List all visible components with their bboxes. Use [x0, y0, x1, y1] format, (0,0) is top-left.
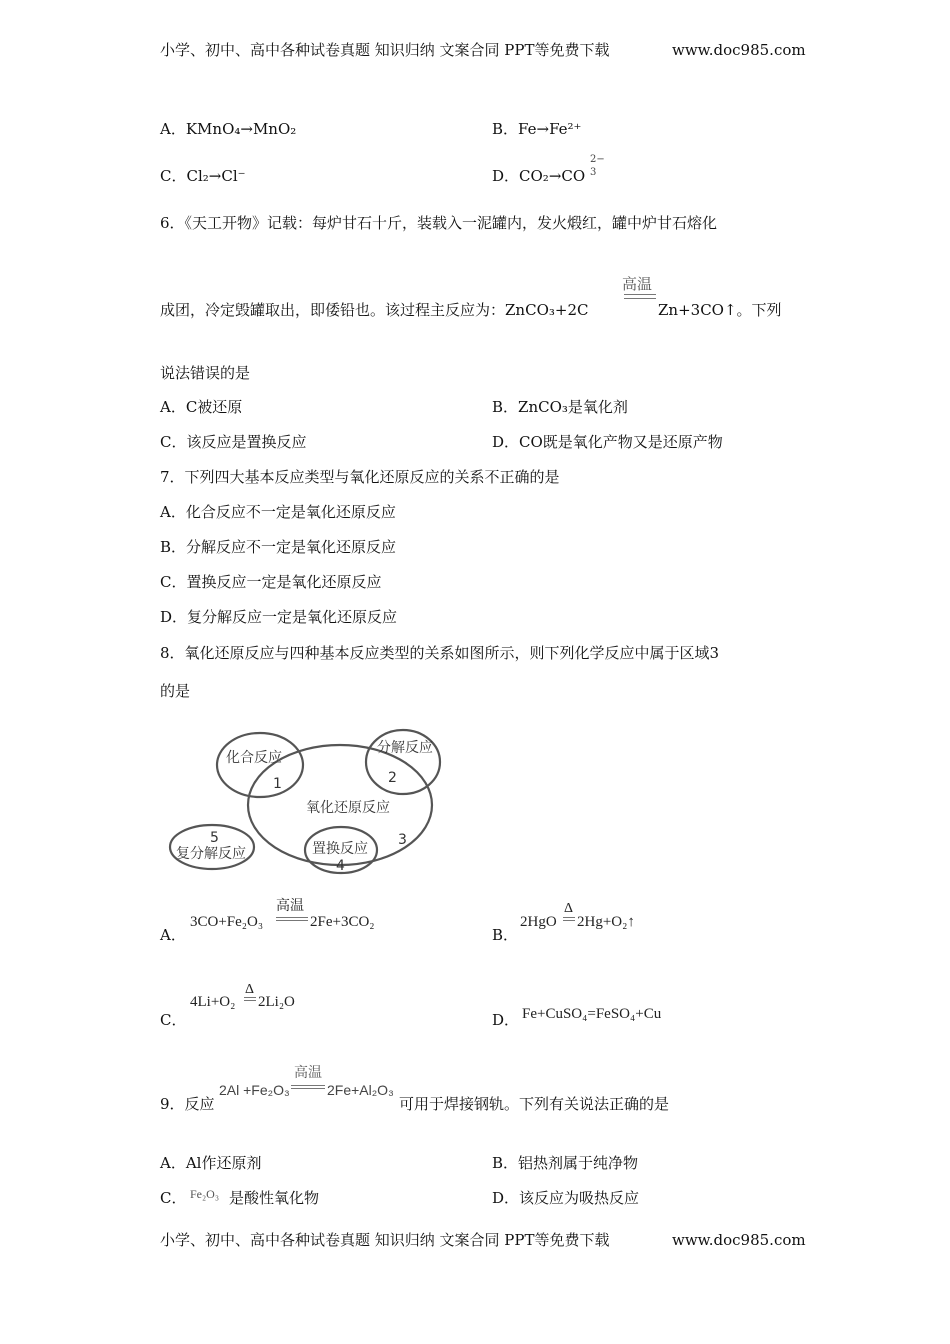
q6-stem-line2-post: Zn+3CO↑。下列 — [658, 301, 782, 319]
label-n3: 3 — [398, 832, 407, 848]
equal-line-top — [624, 294, 656, 295]
label-double-displacement: 复分解反应 — [176, 846, 246, 862]
q9-stem-pre: 9．反应 — [160, 1095, 215, 1113]
header-url[interactable]: www.doc985.com — [672, 41, 806, 59]
label-decomposition: 分解反应 — [377, 740, 433, 756]
option-text: KMnO₄→MnO₂ — [185, 120, 297, 138]
q5-option-c — [160, 166, 246, 186]
q9-option-c-formula: Fe₂O₃ — [190, 1187, 220, 1201]
q6-condition: 高温 — [622, 275, 653, 293]
q5-option-d — [492, 166, 585, 186]
option-text: CO₂→CO — [519, 167, 586, 185]
equal-line-bottom — [563, 920, 575, 921]
q8-option-a-left: 3CO+Fe₂O₃ — [190, 914, 264, 930]
option-label: B． — [492, 120, 519, 138]
q5-option-b — [492, 119, 581, 139]
equal-line-bottom — [624, 298, 656, 299]
q6-stem-line2-pre: 成团，冷定毁罐取出，即倭铅也。该过程主反应为：ZnCO₃+2C — [160, 301, 589, 319]
q8-stem-line2: 的是 — [160, 682, 191, 700]
q8-option-b-right: 2Hg+O₂↑ — [577, 914, 635, 930]
q8-stem-line1: 8．氧化还原反应与四种基本反应类型的关系如图所示，则下列化学反应中属于区域3 — [160, 644, 720, 662]
q8-option-a-right: 2Fe+3CO₂ — [310, 914, 375, 930]
q8-option-c-left: 4Li+O₂ — [190, 994, 236, 1010]
q8-option-d-eq: Fe+CuSO₄=FeSO₄+Cu — [522, 1006, 662, 1022]
q8-option-b-label: B． — [492, 926, 519, 944]
q6-option-c: C．该反应是置换反应 — [160, 433, 307, 451]
equal-line-top — [563, 917, 575, 918]
q5-option-a — [160, 119, 296, 139]
header-left: 小学、初中、高中各种试卷真题 知识归纳 文案合同 PPT等免费下载 — [160, 41, 610, 59]
q6-option-d: D．CO既是氧化产物又是还原产物 — [492, 433, 723, 451]
q8-option-a-cond: 高温 — [276, 899, 304, 914]
q7-option-c: C．置换反应一定是氧化还原反应 — [160, 573, 382, 591]
option-label: D． — [492, 167, 520, 185]
q7-option-a: A．化合反应不一定是氧化还原反应 — [160, 503, 396, 521]
q9-option-d: D．该反应为吸热反应 — [492, 1189, 640, 1207]
equal-line-bottom — [244, 1000, 256, 1001]
q9-eq-left: 2Al +Fe₂O₃ — [219, 1082, 290, 1098]
equal-line-top — [244, 997, 256, 998]
option-text: Cl₂→Cl⁻ — [186, 167, 246, 185]
q9-stem-post: 可用于焊接钢轨。下列有关说法正确的是 — [399, 1095, 670, 1113]
label-combination: 化合反应 — [226, 750, 282, 766]
option-label: A． — [160, 120, 186, 138]
q8-option-d-label: D． — [492, 1011, 520, 1029]
option-text: Fe→Fe²⁺ — [518, 120, 582, 138]
equal-line-bottom — [291, 1088, 325, 1089]
equal-line-bottom — [276, 920, 308, 921]
label-redox: 氧化还原反应 — [306, 800, 390, 816]
q9-option-c-label: C． — [160, 1189, 187, 1207]
q6-option-b: B．ZnCO₃是氧化剂 — [492, 398, 628, 416]
q5-d-subscript: 3 — [590, 167, 597, 178]
option-label: C． — [160, 167, 187, 185]
q9-eq-right: 2Fe+Al₂O₃ — [327, 1082, 394, 1098]
label-n4: 4 — [336, 858, 345, 874]
q8-option-c-label: C． — [160, 1011, 187, 1029]
q9-option-b: B．铝热剂属于纯净物 — [492, 1154, 639, 1172]
q8-option-a-label: A． — [160, 926, 186, 944]
label-displacement: 置换反应 — [312, 841, 368, 857]
equal-line-top — [276, 917, 308, 918]
q8-option-b-cond: Δ — [564, 901, 574, 916]
q8-option-c-right: 2Li₂O — [258, 994, 295, 1010]
q9-option-c-text: 是酸性氧化物 — [229, 1189, 320, 1207]
equal-line-top — [291, 1085, 325, 1086]
q6-stem-line1: 6．《天工开物》记载：每炉甘石十斤，装载入一泥罐内，发火煅红，罐中炉甘石熔化 — [160, 214, 718, 232]
footer-url[interactable]: www.doc985.com — [672, 1231, 806, 1249]
label-n2: 2 — [388, 770, 397, 786]
q8-option-c-cond: Δ — [245, 982, 255, 997]
reaction-types-diagram — [160, 720, 450, 880]
q7-stem: 7．下列四大基本反应类型与氧化还原反应的关系不正确的是 — [160, 468, 560, 486]
q8-option-b-left: 2HgO — [520, 914, 557, 930]
label-n1: 1 — [273, 776, 282, 792]
q9-option-a: A．Al作还原剂 — [160, 1154, 262, 1172]
q6-option-a: A．C被还原 — [160, 398, 243, 416]
q7-option-b: B．分解反应不一定是氧化还原反应 — [160, 538, 397, 556]
q9-eq-cond: 高温 — [294, 1066, 322, 1081]
label-n5: 5 — [210, 830, 219, 846]
q6-stem-line3: 说法错误的是 — [160, 364, 251, 382]
q5-d-superscript: 2− — [590, 154, 605, 165]
footer-left: 小学、初中、高中各种试卷真题 知识归纳 文案合同 PPT等免费下载 — [160, 1231, 610, 1249]
q7-option-d: D．复分解反应一定是氧化还原反应 — [160, 608, 398, 626]
